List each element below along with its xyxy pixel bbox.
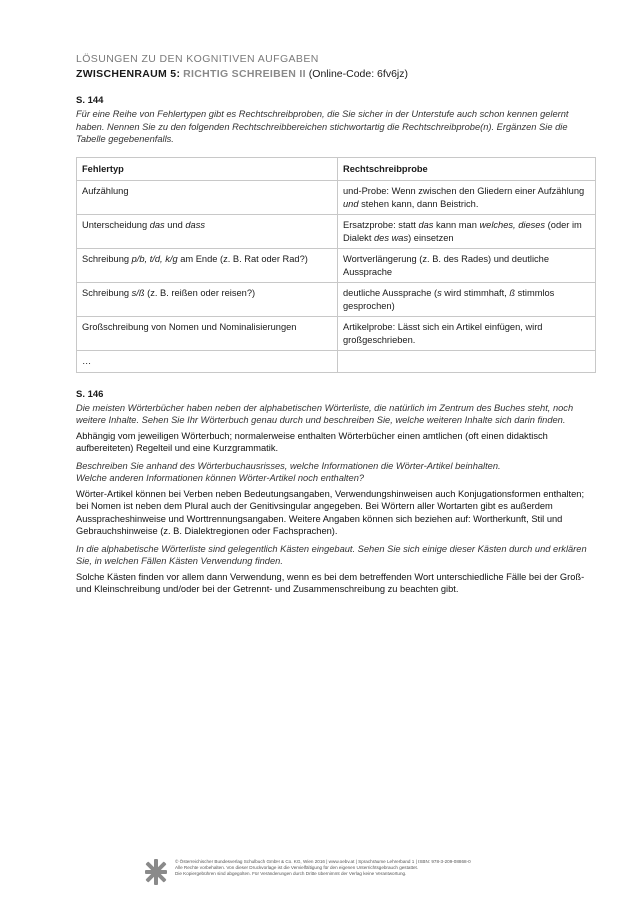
task-instruction-s146-3: In die alphabetische Wörterliste sind gelegentlich Kästen eingebaut. Sehen Sie sich einige dieser Kästen durch und erklären Sie, in welchen Fällen Kästen Verwendung finden. bbox=[76, 543, 587, 566]
table-cell-probe: Artikelprobe: Lässt sich ein Artikel einfügen, wird großgeschrieben. bbox=[338, 317, 596, 351]
table-cell-probe: Wortverlängerung (z. B. des Rades) und deutliche Aussprache bbox=[338, 249, 596, 283]
table-cell-probe: und-Probe: Wenn zwischen den Gliedern einer Aufzählung und stehen kann, dann Beistrich. bbox=[338, 181, 596, 215]
task-instruction-s146-2b: Welche anderen Informationen können Wörter-Artikel noch enthalten? bbox=[76, 473, 365, 483]
column-header-fehlertyp: Fehlertyp bbox=[77, 157, 338, 181]
table-cell-probe bbox=[338, 351, 596, 373]
section-title bbox=[76, 67, 596, 81]
section-prefix: ZWISCHENRAUM 5: bbox=[76, 68, 181, 80]
table-row bbox=[77, 317, 596, 351]
table-cell-fehlertyp: … bbox=[77, 351, 338, 373]
footer-line-fees: Die Kopiergebühren sind abgegolten. Für Veränderungen durch Dritte übernimmt der Verlag keine Verantwortung. bbox=[175, 871, 407, 877]
table-cell-fehlertyp: Schreibung s/ß (z. B. reißen oder reisen?) bbox=[77, 283, 338, 317]
task-answer-s146-3: Solche Kästen finden vor allem dann Verwendung, wenn es bei dem betreffenden Wort unterschiedliche Fälle bei der Groß- und Kleinschreibung und/oder bei der Getrennt- und Zusammenschreibung zu beachten gibt. bbox=[76, 571, 585, 594]
table-row bbox=[77, 249, 596, 283]
page-kicker: LÖSUNGEN ZU DEN KOGNITIVEN AUFGABEN bbox=[76, 53, 319, 65]
footer-line-copyright: © Österreichischer Bundesverlag Schulbuch GmbH & Co. KG, Wien 2016 | www.oebv.at | Sprachräume Lehrerband 1 | ISBN: 978-3-209-08868-0 bbox=[175, 859, 471, 864]
task-answer-s146-2: Wörter-Artikel können bei Verben neben Bedeutungsangaben, Verwendungshinweisen auch Konjugationsformen enthalten; bei Nomen ist neben dem Plural auch der Genitivsingular angegeben. Bei Wörtern aller Wortarten gibt es außerdem Ausspracheshinweise und Worttrennungsangaben. Weitere Angaben können sich beziehen auf: Wortherkunft, Stil und Gebrauchshinweise (z. B. Dialektregionen oder Fachsprachen). bbox=[76, 488, 585, 536]
table-cell-fehlertyp: Schreibung p/b, t/d, k/g am Ende (z. B. Rat oder Rad?) bbox=[77, 249, 338, 283]
task-instruction-s146-2a: Beschreiben Sie anhand des Wörterbuchausrisses, welche Informationen die Wörter-Artikel beinhalten. bbox=[76, 460, 501, 471]
table-row bbox=[77, 181, 596, 215]
footer-text bbox=[175, 859, 471, 878]
table-header-row bbox=[77, 157, 596, 181]
table-cell-fehlertyp: Unterscheidung das und dass bbox=[77, 215, 338, 249]
task-instruction-s144: Für eine Reihe von Fehlertypen gibt es Rechtschreibproben, die Sie sicher in der Unterstufe auch schon kennen gelernt haben. Nennen Sie zu den folgenden Rechtschreibbereichen stichwortartig die Rechtschreibprobe(n). Ergänzen Sie die Tabelle gegebenenfalls. bbox=[76, 109, 569, 144]
table-row bbox=[77, 215, 596, 249]
oebv-logo-icon bbox=[145, 859, 167, 885]
section-topic: RICHTIG SCHREIBEN II bbox=[183, 68, 306, 80]
column-header-rechtschreibprobe: Rechtschreibprobe bbox=[338, 157, 596, 181]
table-cell-fehlertyp: Aufzählung bbox=[77, 181, 338, 215]
table-row bbox=[77, 351, 596, 373]
task-label-s144: S. 144 bbox=[76, 95, 104, 106]
task-answer-s146-1: Abhängig vom jeweiligen Wörterbuch; normalerweise enthalten Wörterbücher einen amtlichen (oft einen didaktisch aufbereiteten) Regelteil und eine Kurzgrammatik. bbox=[76, 430, 548, 453]
footer-line-rights: Alle Rechte vorbehalten. Von dieser Druckvorlage ist die Vervielfältigung für den eigenen Unterrichtsgebrauch gestattet. bbox=[175, 865, 419, 871]
table-cell-probe: Ersatzprobe: statt das kann man welches, dieses (oder im Dialekt des was) einsetzen bbox=[338, 215, 596, 249]
task-label-s146: S. 146 bbox=[76, 388, 104, 400]
table-cell-fehlertyp: Großschreibung von Nomen und Nominalisierungen bbox=[77, 317, 338, 351]
table-row bbox=[77, 283, 596, 317]
page-content bbox=[76, 52, 596, 596]
task-instruction-s146-1: Die meisten Wörterbücher haben neben der alphabetischen Wörterliste, die natürlich im Zentrum des Buches steht, noch weitere Inhalte. Sehen Sie Ihr Wörterbuch genau durch und beschreiben Sie, welche weiteren Inhalte sich darin finden. bbox=[76, 402, 574, 425]
online-code: (Online-Code: 6fv6jz) bbox=[308, 68, 408, 80]
table-cell-probe: deutliche Aussprache (s wird stimmhaft, ß stimmlos gesprochen) bbox=[338, 283, 596, 317]
solution-table bbox=[76, 157, 596, 373]
